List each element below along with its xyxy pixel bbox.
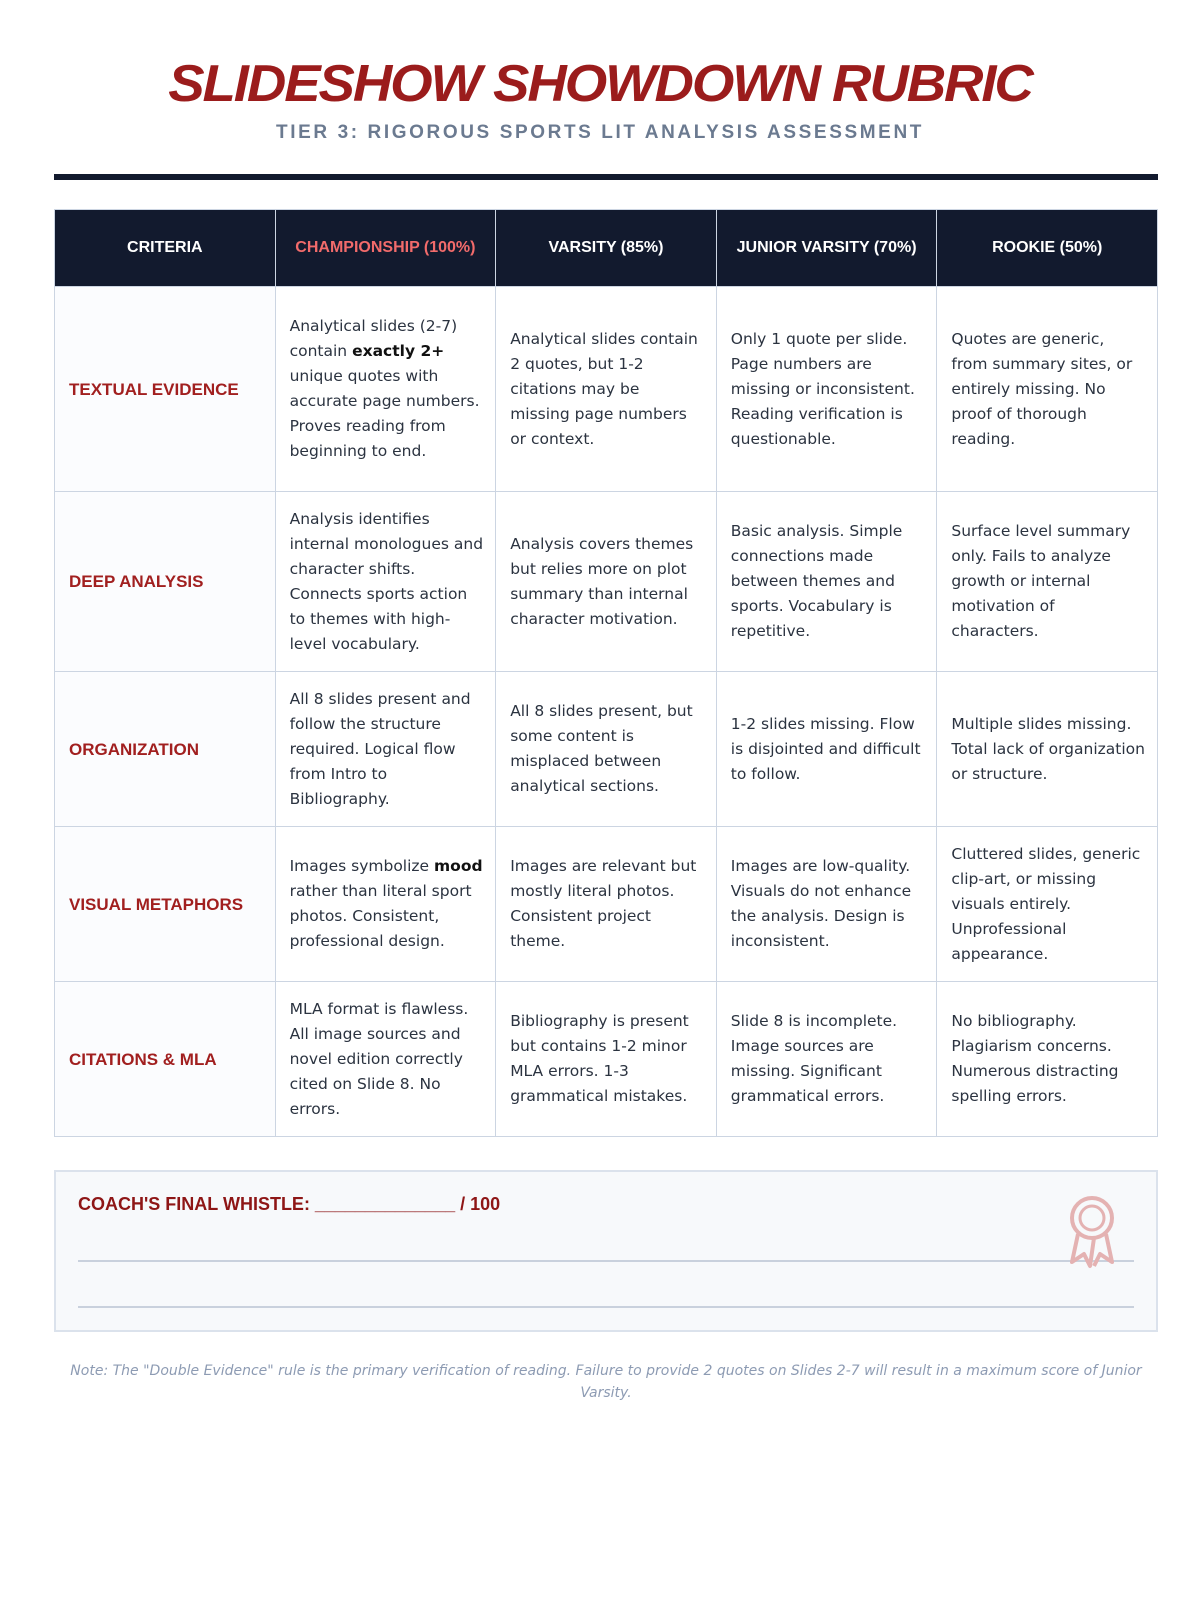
junior-varsity-cell: Only 1 quote per slide. Page numbers are missing or inconsistent. Reading verification is questionable. [716,287,937,492]
writing-line [78,1260,1134,1262]
varsity-cell: Bibliography is present but contains 1-2 minor MLA errors. 1-3 grammatical mistakes. [496,982,717,1137]
rookie-cell: Quotes are generic, from summary sites, or entirely missing. No proof of thorough reading. [937,287,1158,492]
award-ribbon-icon [1064,1190,1120,1270]
rookie-cell: Multiple slides missing. Total lack of organization or structure. [937,672,1158,827]
page-subtitle: TIER 3: RIGOROUS SPORTS LIT ANALYSIS ASSESSMENT [276,122,924,143]
varsity-cell: Images are relevant but mostly literal photos. Consistent project theme. [496,827,717,982]
table-row [55,672,1158,827]
header-row [55,210,1158,287]
cell-emphasis: exactly 2+ [352,342,445,360]
rubric-table [54,209,1158,1137]
rookie-cell: No bibliography. Plagiarism concerns. Numerous distracting spelling errors. [937,982,1158,1137]
footnote: Note: The "Double Evidence" rule is the primary verification of reading. Failure to provide 2 quotes on Slides 2-7 will result in a maximum score of Junior Varsity. [70,1363,1142,1401]
junior-varsity-cell: 1-2 slides missing. Flow is disjointed and difficult to follow. [716,672,937,827]
rookie-cell: Cluttered slides, generic clip-art, or missing visuals entirely. Unprofessional appearance. [937,827,1158,982]
column-header-criteria: CRITERIA [55,210,276,287]
title-divider [54,174,1158,180]
junior-varsity-cell: Basic analysis. Simple connections made between themes and sports. Vocabulary is repetitive. [716,492,937,672]
column-header-varsity: VARSITY (85%) [496,210,717,287]
table-row [55,982,1158,1137]
column-header-junior-varsity: JUNIOR VARSITY (70%) [716,210,937,287]
criterion-label: CITATIONS & MLA [55,982,276,1137]
cell-text: unique quotes with accurate page numbers. Proves reading from beginning to end. [289,367,480,460]
junior-varsity-cell: Images are low-quality. Visuals do not enhance the analysis. Design is inconsistent. [716,827,937,982]
cell-text: Analytical slides (2-7) contain [289,317,458,360]
criterion-label: DEEP ANALYSIS [55,492,276,672]
table-row [55,492,1158,672]
table-row [55,827,1158,982]
championship-cell [275,827,496,982]
score-label: COACH'S FINAL WHISTLE: ______________ / 100 [78,1194,501,1214]
writing-line [78,1306,1134,1308]
score-box [54,1170,1158,1332]
column-header-rookie: ROOKIE (50%) [937,210,1158,287]
criterion-label: ORGANIZATION [55,672,276,827]
column-header-championship: CHAMPIONSHIP (100%) [275,210,496,287]
rookie-cell: Surface level summary only. Fails to analyze growth or internal motivation of characters. [937,492,1158,672]
page-title: SLIDESHOW SHOWDOWN RUBRIC [168,55,1032,113]
varsity-cell: Analysis covers themes but relies more on plot summary than internal character motivation. [496,492,717,672]
junior-varsity-cell: Slide 8 is incomplete. Image sources are missing. Significant grammatical errors. [716,982,937,1137]
criterion-label: TEXTUAL EVIDENCE [55,287,276,492]
varsity-cell: All 8 slides present, but some content is misplaced between analytical sections. [496,672,717,827]
championship-cell: All 8 slides present and follow the structure required. Logical flow from Intro to Bibliography. [275,672,496,827]
cell-emphasis: mood [434,857,483,875]
criterion-label: VISUAL METAPHORS [55,827,276,982]
championship-cell [275,287,496,492]
cell-text: Images symbolize [289,857,435,875]
championship-cell: MLA format is flawless. All image sources and novel edition correctly cited on Slide 8. No errors. [275,982,496,1137]
varsity-cell: Analytical slides contain 2 quotes, but 1-2 citations may be missing page numbers or context. [496,287,717,492]
championship-cell: Analysis identifies internal monologues and character shifts. Connects sports action to themes with high-level vocabulary. [275,492,496,672]
table-row [55,287,1158,492]
cell-text: rather than literal sport photos. Consistent, professional design. [289,882,472,950]
